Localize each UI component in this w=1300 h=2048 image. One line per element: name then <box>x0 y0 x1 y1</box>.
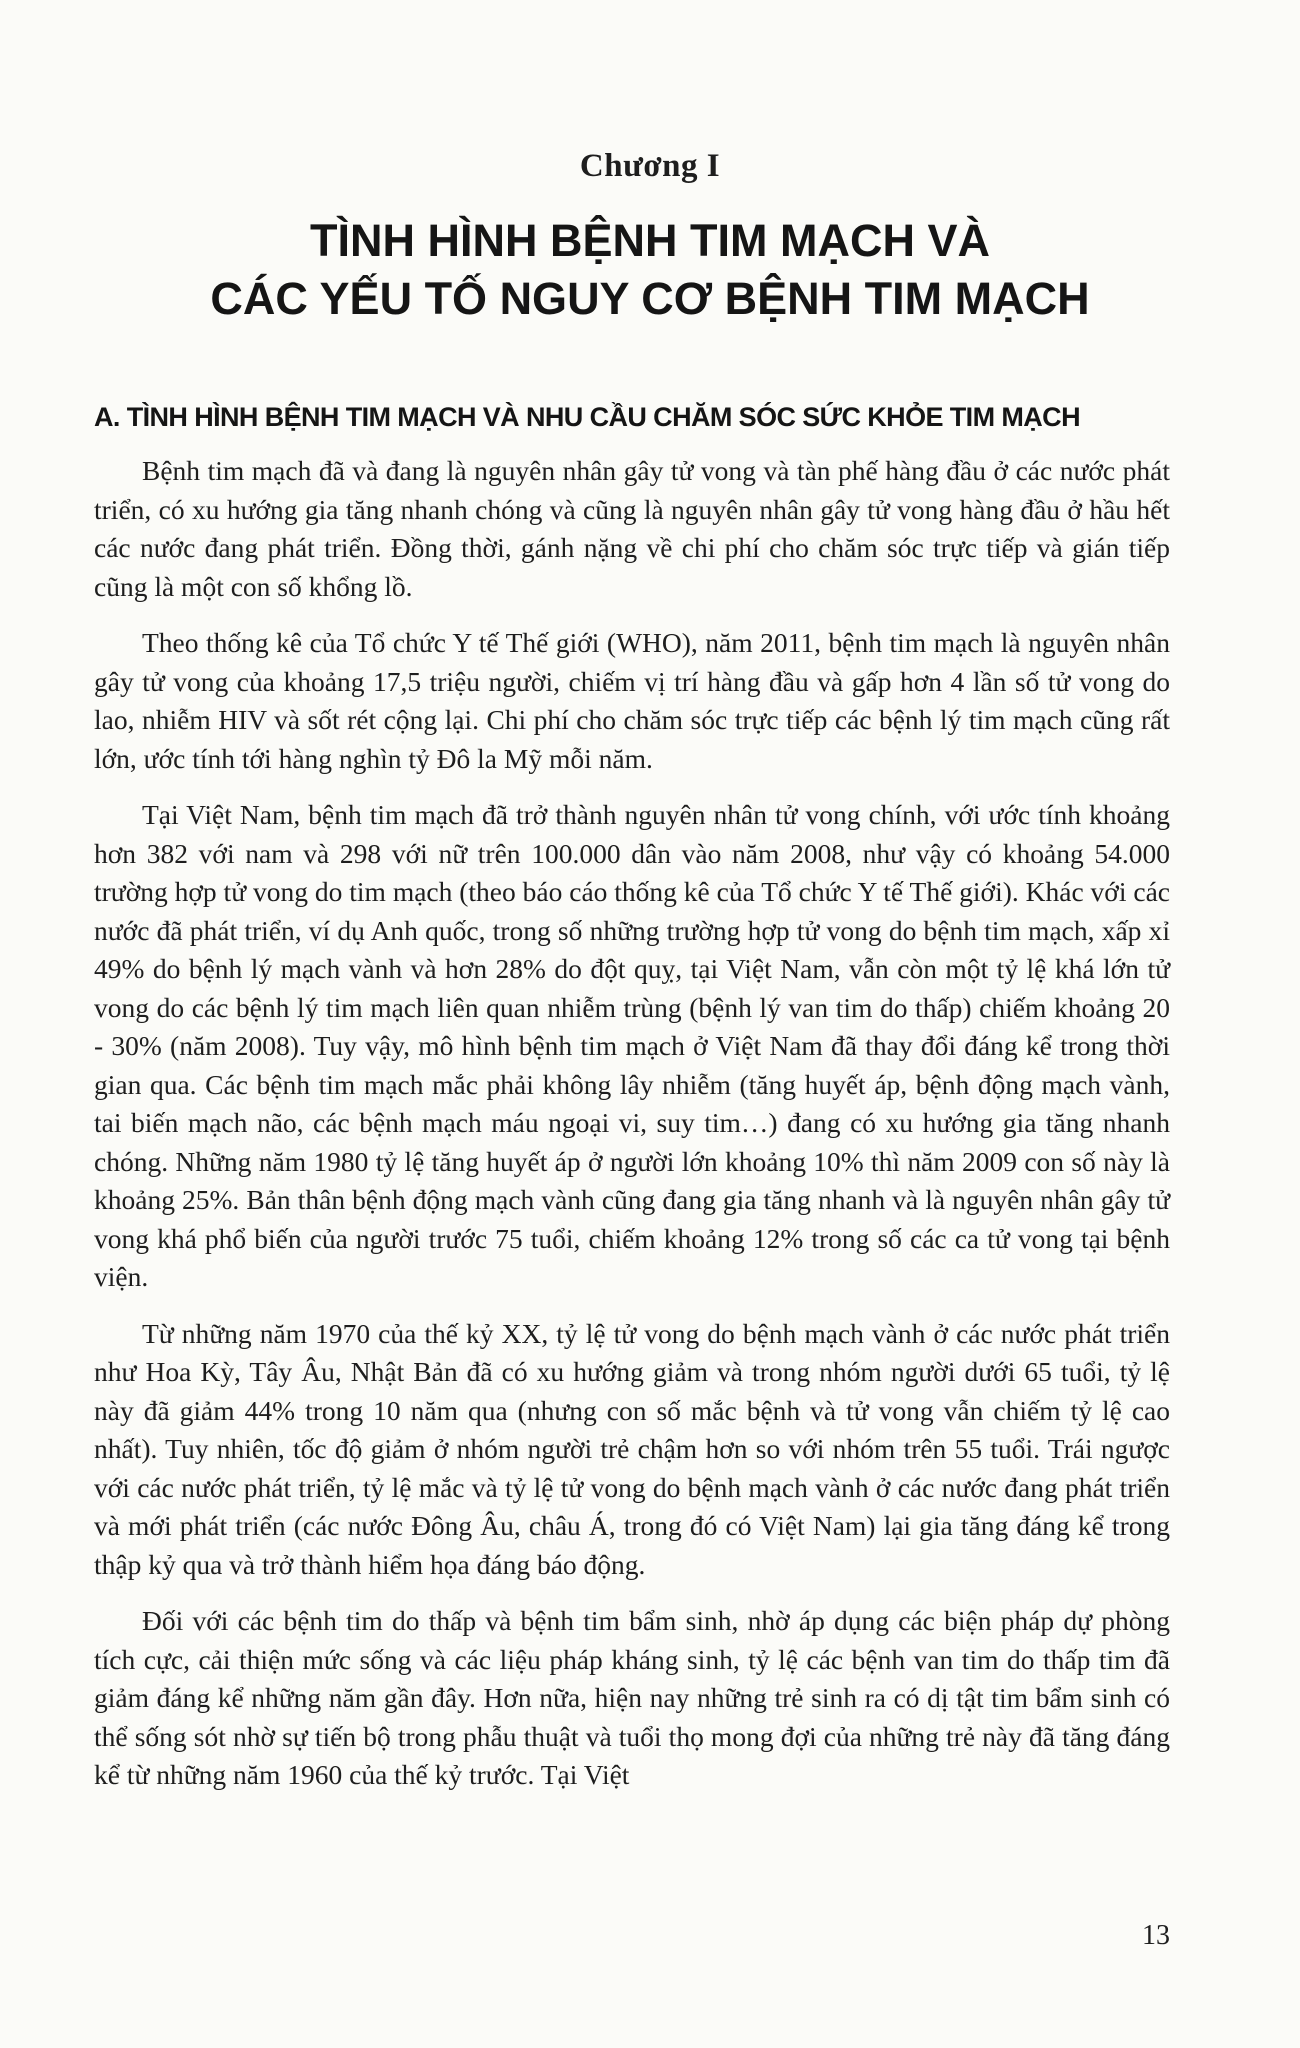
paragraph-1: Bệnh tim mạch đã và đang là nguyên nhân gây tử vong và tàn phế hàng đầu ở các nước phát triển, có xu hướng gia tăng nhanh chóng và cũng là nguyên nhân gây tử vong hàng đầu ở hầu hết các nước đang phát triển. Đồng thời, gánh nặng về chi phí cho chăm sóc trực tiếp và gián tiếp cũng là một con số khổng lồ. <box>94 455 1170 602</box>
paragraph-2: Theo thống kê của Tổ chức Y tế Thế giới (WHO), năm 2011, bệnh tim mạch là nguyên nhân gây tử vong của khoảng 17,5 triệu người, chiếm vị trí hàng đầu và gấp hơn 4 lần số tử vong do lao, nhiễm HIV và sốt rét cộng lại. Chi phí cho chăm sóc trực tiếp các bệnh lý tim mạch cũng rất lớn, ước tính tới hàng nghìn tỷ Đô la Mỹ mỗi năm. <box>94 627 1170 774</box>
chapter-title-line-2: CÁC YẾU TỐ NGUY CƠ BỆNH TIM MẠCH <box>210 273 1090 324</box>
paragraph-5: Đối với các bệnh tim do thấp và bệnh tim bẩm sinh, nhờ áp dụng các biện pháp dự phòng tích cực, cải thiện mức sống và các liệu pháp kháng sinh, tỷ lệ các bệnh van tim do thấp tim đã giảm đáng kể những năm gần đây. Hơn nữa, hiện nay những trẻ sinh ra có dị tật tim bẩm sinh có thể sống sót nhờ sự tiến bộ trong phẫu thuật và tuổi thọ mong đợi của những trẻ này đã tăng đáng kể từ những năm 1960 của thế kỷ trước. Tại Việt <box>94 1605 1170 1790</box>
page-number: 13 <box>1142 1920 1170 1951</box>
chapter-title-line-1: TÌNH HÌNH BỆNH TIM MẠCH VÀ <box>310 215 990 266</box>
chapter-label: Chương I <box>579 148 721 184</box>
chapter-title <box>0 212 1300 328</box>
paragraph-4: Từ những năm 1970 của thế kỷ XX, tỷ lệ tử vong do bệnh mạch vành ở các nước phát triển như Hoa Kỳ, Tây Âu, Nhật Bản đã có xu hướng giảm và trong nhóm người dưới 65 tuổi, tỷ lệ này đã giảm 44% trong 10 năm qua (nhưng con số mắc bệnh và tử vong vẫn chiếm tỷ lệ cao nhất). Tuy nhiên, tốc độ giảm ở nhóm người trẻ chậm hơn so với nhóm trên 55 tuổi. Trái ngược với các nước phát triển, tỷ lệ mắc và tỷ lệ tử vong do bệnh mạch vành ở các nước đang phát triển và mới phát triển (các nước Đông Âu, châu Á, trong đó có Việt Nam) lại gia tăng đáng kể trong thập kỷ qua và trở thành hiểm họa đáng báo động. <box>94 1317 1170 1580</box>
section-heading: A. TÌNH HÌNH BỆNH TIM MẠCH VÀ NHU CẦU CHĂM SÓC SỨC KHỎE TIM MẠCH <box>94 402 1080 432</box>
paragraph-3: Tại Việt Nam, bệnh tim mạch đã trở thành nguyên nhân tử vong chính, với ước tính khoảng hơn 382 với nam và 298 với nữ trên 100.000 dân vào năm 2008, như vậy có khoảng 54.000 trường hợp tử vong do tim mạch (theo báo cáo thống kê của Tổ chức Y tế Thế giới). Khác với các nước đã phát triển, ví dụ Anh quốc, trong số những trường hợp tử vong do bệnh tim mạch, xấp xỉ 49% do bệnh lý mạch vành và hơn 28% do đột quỵ, tại Việt Nam, vẫn còn một tỷ lệ khá lớn tử vong do các bệnh lý tim mạch liên quan nhiễm trùng (bệnh lý van tim do thấp) chiếm khoảng 20 - 30% (năm 2008). Tuy vậy, mô hình bệnh tim mạch ở Việt Nam đã thay đổi đáng kể trong thời gian qua. Các bệnh tim mạch mắc phải không lây nhiễm (tăng huyết áp, bệnh động mạch vành, tai biến mạch não, các bệnh mạch máu ngoại vi, suy tim…) đang có xu hướng gia tăng nhanh chóng. Những năm 1980 tỷ lệ tăng huyết áp ở người lớn khoảng 10% thì năm 2009 con số này là khoảng 25%. Bản thân bệnh động mạch vành cũng đang gia tăng nhanh và là nguyên nhân gây tử vong khá phổ biến của người trước 75 tuổi, chiếm khoảng 12% trong số các ca tử vong tại bệnh viện. <box>94 799 1170 1292</box>
body-text <box>94 452 1170 1813</box>
